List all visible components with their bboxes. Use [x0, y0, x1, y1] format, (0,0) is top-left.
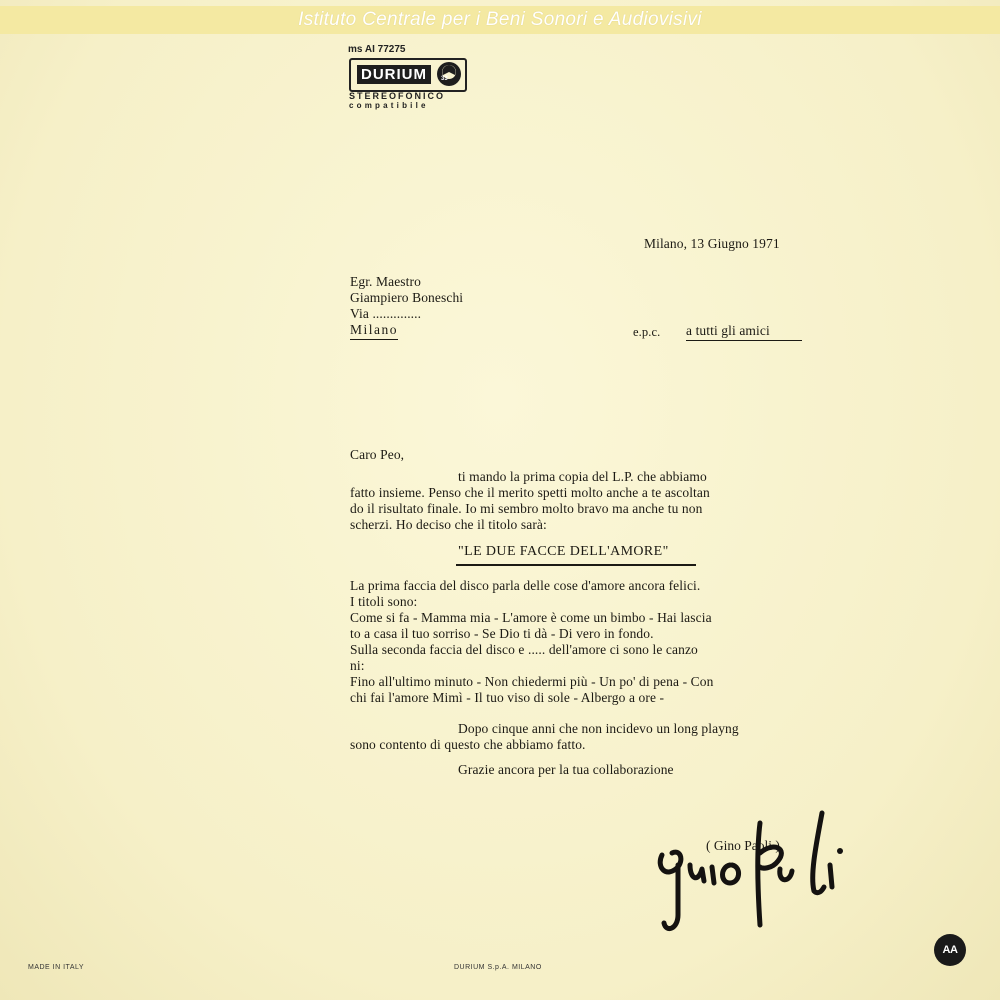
- archive-banner: [0, 6, 1000, 34]
- body-line: scherzi. Ho deciso che il titolo sarà:: [350, 517, 547, 532]
- body-line: Fino all'ultimo minuto - Non chiedermi più - Un po' di pena - Con: [350, 674, 714, 689]
- body-line: ni:: [350, 658, 365, 673]
- speed-label: 33: [441, 76, 448, 82]
- closing-line: Grazie ancora per la tua collaborazione: [458, 762, 674, 777]
- signature-dot: [837, 848, 843, 854]
- album-title-underline: [456, 564, 696, 566]
- album-title: "LE DUE FACCE DELL'AMORE": [458, 544, 669, 559]
- handwritten-signature: [650, 805, 850, 945]
- compat-label: compatibile: [349, 101, 429, 110]
- archive-banner-text: Istituto Centrale per i Beni Sonori e Audiovisivi: [298, 9, 702, 30]
- recipient-line: Via ..............: [350, 306, 422, 321]
- recipient-line: Giampiero Boneschi: [350, 290, 464, 305]
- body-line: fatto insieme. Penso che il merito spetti molto anche a te ascoltan: [350, 485, 710, 500]
- aa-badge: AA: [934, 934, 966, 966]
- body-line: ti mando la prima copia del L.P. che abbiamo: [458, 469, 707, 484]
- body-line: La prima faccia del disco parla delle cose d'amore ancora felici.: [350, 578, 701, 593]
- durium-logo-text: DURIUM: [357, 65, 431, 84]
- cc-recipients: a tutti gli amici: [686, 323, 802, 341]
- body-line: sono contento di questo che abbiamo fatto.: [350, 737, 586, 752]
- durium-logo: [349, 58, 467, 92]
- cc-prefix: e.p.c.: [633, 325, 661, 339]
- body-line: to a casa il tuo sorriso - Se Dio ti dà - Di vero in fondo.: [350, 626, 654, 641]
- stereo-label: STEREOFONICO: [349, 91, 446, 101]
- recipient-line: Egr. Maestro: [350, 274, 421, 289]
- recipient-city: Milano: [350, 322, 398, 340]
- record-disc-icon: [437, 62, 461, 86]
- body-line: Come si fa - Mamma mia - L'amore è come un bimbo - Hai lascia: [350, 610, 712, 625]
- greeting: Caro Peo,: [350, 447, 405, 462]
- body-line: chi fai l'amore Mimì - Il tuo viso di sole - Albergo a ore -: [350, 690, 665, 705]
- body-line: I titoli sono:: [350, 594, 418, 609]
- body-line: Dopo cinque anni che non incidevo un long playng: [458, 721, 739, 736]
- signature-label: ( Gino Paoli ): [706, 838, 780, 853]
- letter-date: Milano, 13 Giugno 1971: [644, 236, 780, 251]
- body-line: Sulla seconda faccia del disco e ..... dell'amore ci sono le canzo: [350, 642, 698, 657]
- body-line: do il risultato finale. Io mi sembro molto bravo ma anche tu non: [350, 501, 703, 516]
- publisher-name: DURIUM S.p.A. MILANO: [454, 964, 542, 971]
- made-in-italy: MADE IN ITALY: [28, 964, 85, 971]
- catalog-number: ms AI 77275: [348, 44, 406, 55]
